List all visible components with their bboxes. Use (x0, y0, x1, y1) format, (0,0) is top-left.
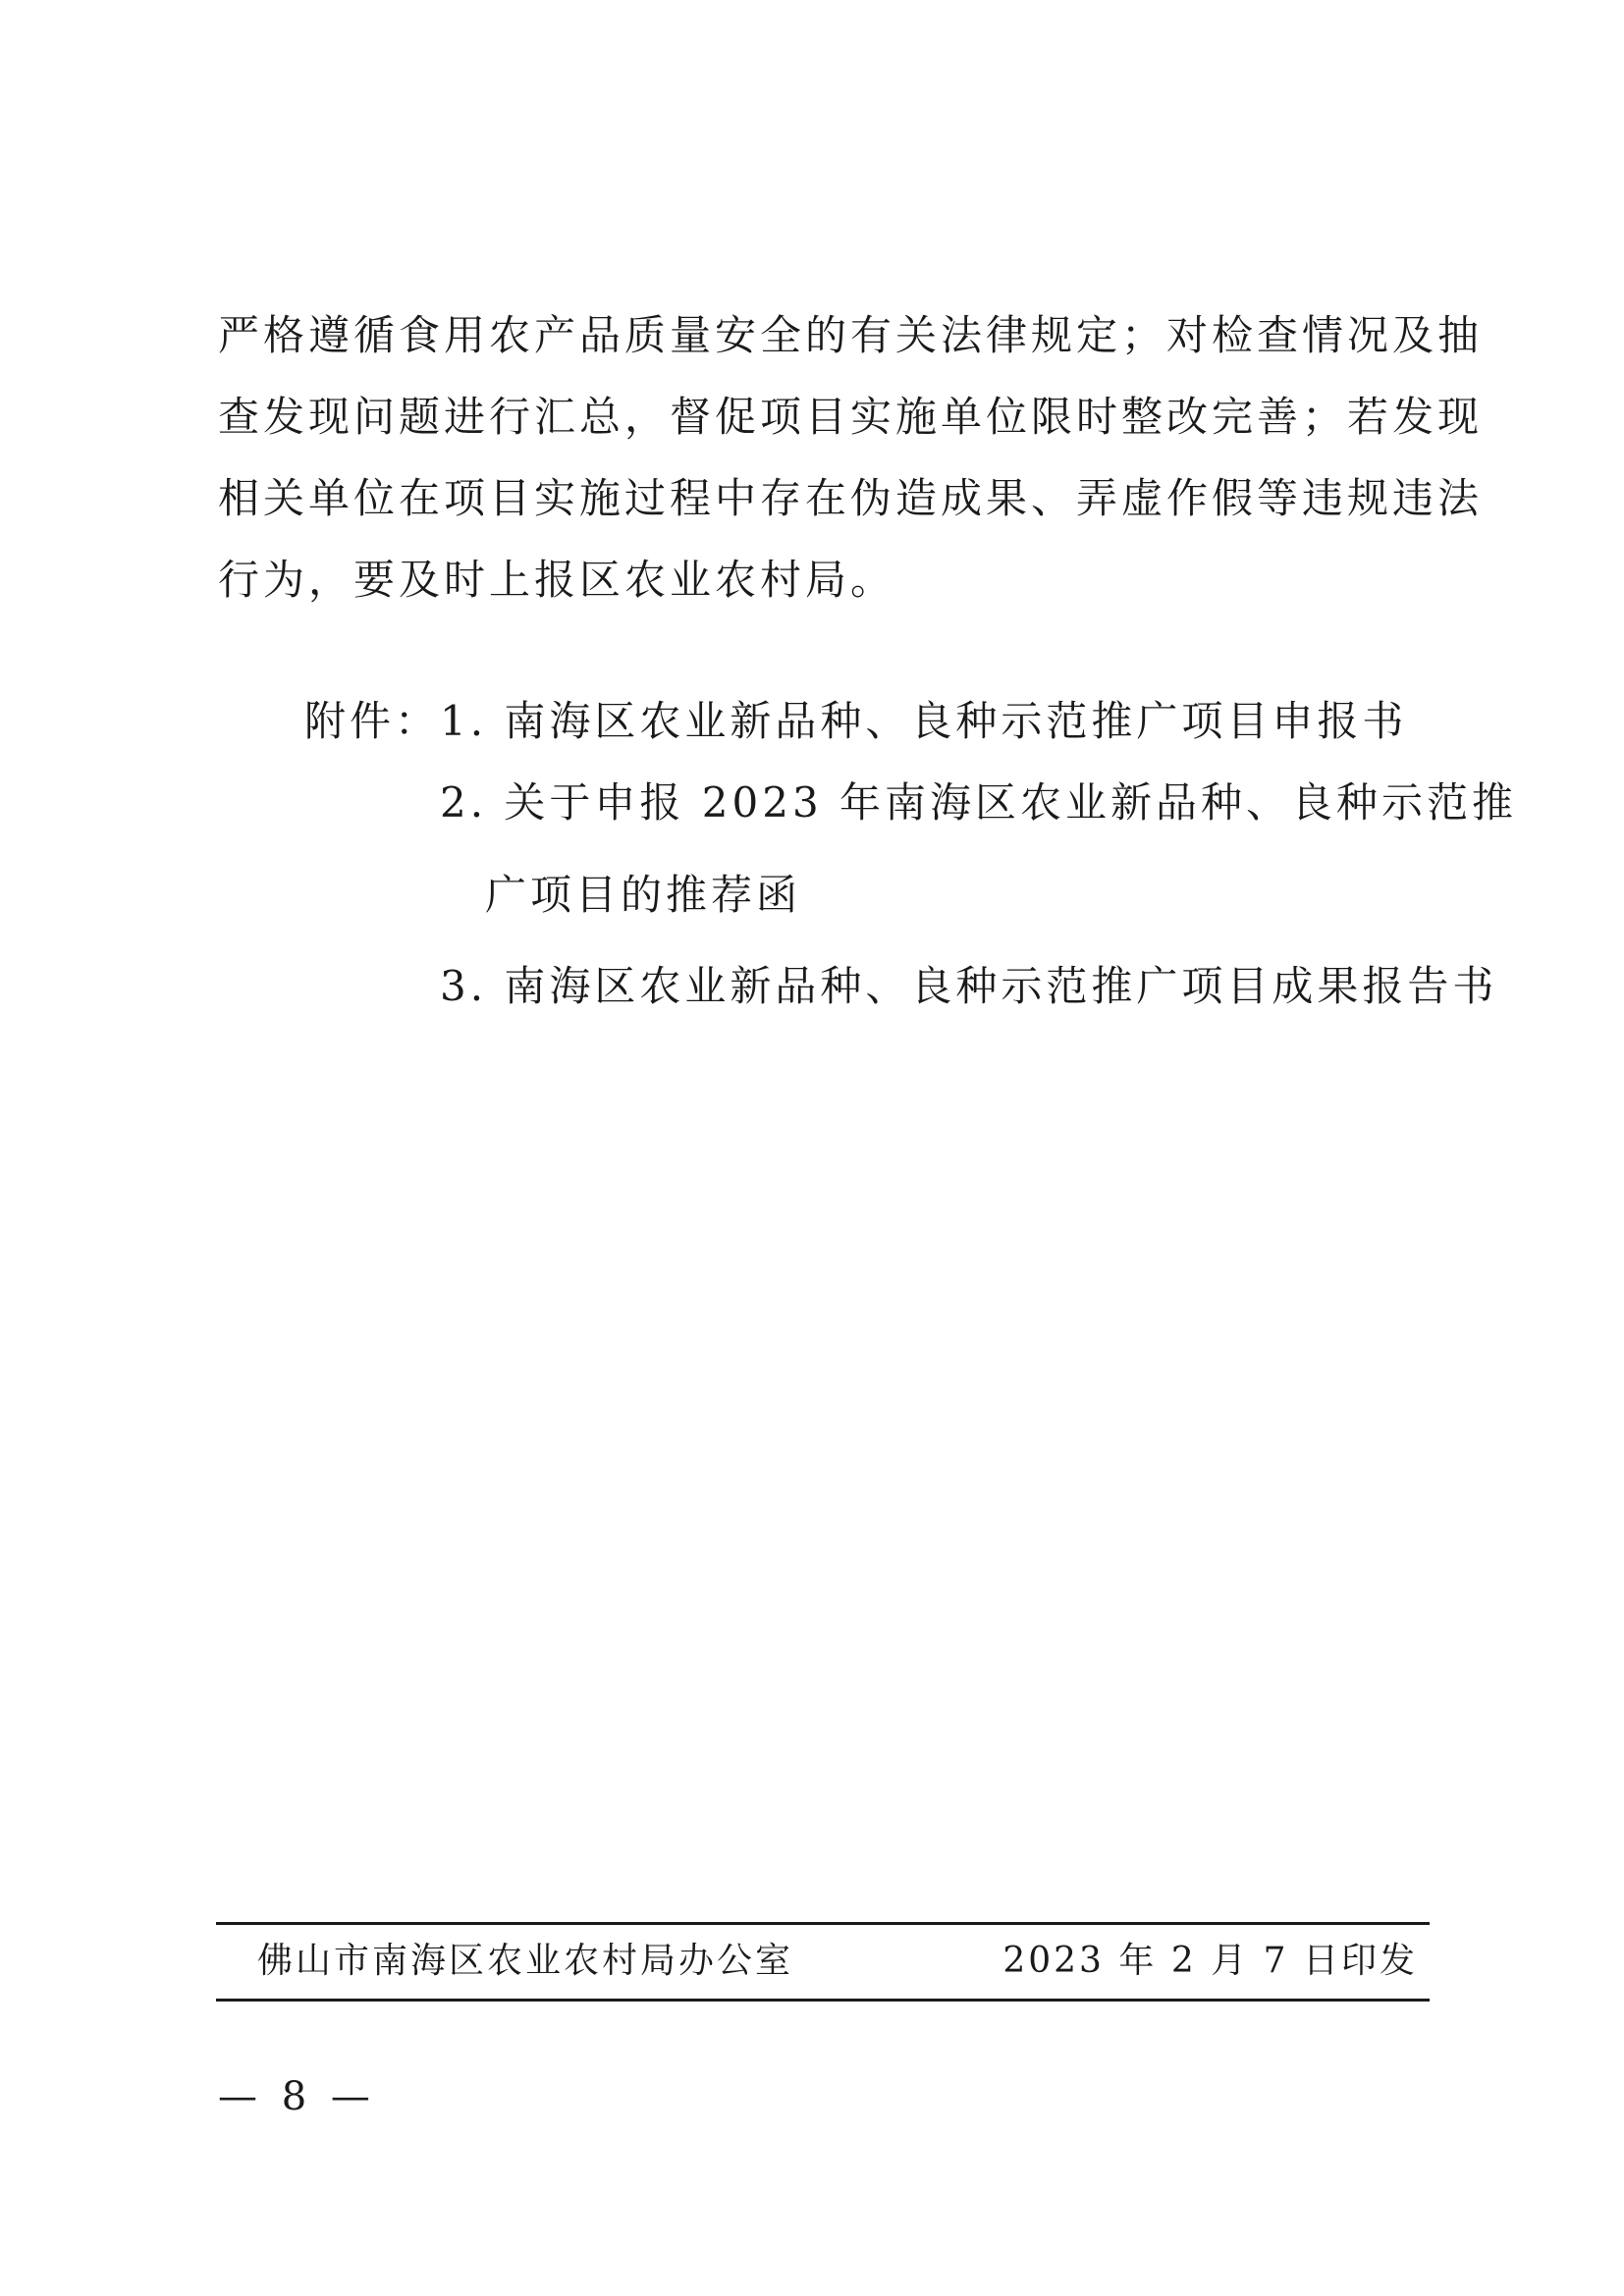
body-line: 行为，要及时上报区农业农村局。 (218, 556, 896, 604)
page-number: — 8 — (218, 2074, 376, 2119)
attachment-item: 2. 关于申报 2023 年南海区农业新品种、良种示范推 (440, 778, 1518, 827)
attachment-item: 1. 南海区农业新品种、良种示范推广项目申报书 (440, 697, 1408, 745)
attachments-label: 附件： (304, 697, 441, 745)
attachment-item: 3. 南海区农业新品种、良种示范推广项目成果报告书 (440, 962, 1498, 1010)
footer-bottom-rule (216, 1999, 1430, 2002)
issue-date: 2023 年 2 月 7 日印发 (1002, 1941, 1418, 1981)
body-line: 查发现问题进行汇总，督促项目实施单位限时整改完善；若发现 (218, 393, 1484, 441)
issuing-office: 佛山市南海区农业农村局办公室 (257, 1941, 794, 1981)
body-line: 严格遵循食用农产品质量安全的有关法律规定；对检查情况及抽 (218, 311, 1484, 359)
attachment-item-continuation: 广项目的推荐函 (485, 871, 802, 919)
body-line: 相关单位在项目实施过程中存在伪造成果、弄虚作假等违规违法 (218, 474, 1484, 522)
footer-top-rule (216, 1922, 1430, 1925)
